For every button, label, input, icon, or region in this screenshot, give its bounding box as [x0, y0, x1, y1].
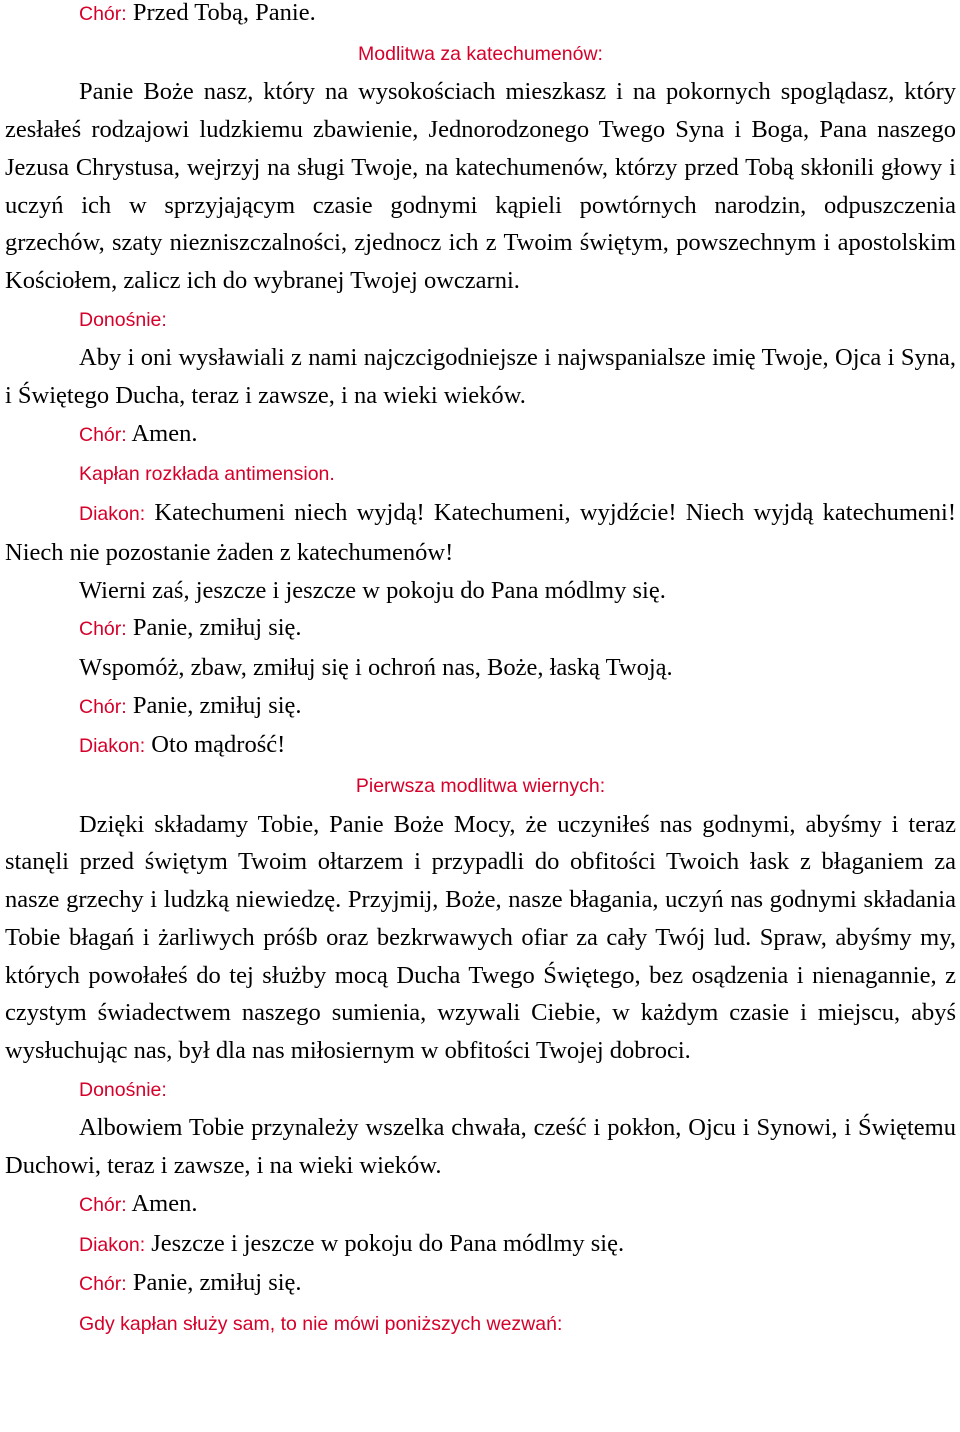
choir-response-line	[5, 0, 956, 34]
speaker-label: Donośnie:	[79, 308, 167, 331]
speaker-label: Diakon:	[79, 1233, 146, 1256]
speaker-label: Diakon:	[79, 735, 146, 758]
section-heading	[5, 766, 956, 806]
rubric-line	[5, 1304, 956, 1344]
choir-response-line	[5, 415, 956, 455]
litany-line	[5, 572, 956, 610]
response-text: Panie, zmiłuj się.	[132, 1269, 302, 1297]
doxology-paragraph: Aby i oni wysławiali z nami najczcigodniejsze i najwspanialsze imię Twoje, Ojca i Syna, i Świętego Ducha, teraz i zawsze, i na wieki wieków.	[5, 344, 956, 410]
section-heading	[5, 34, 956, 74]
rubric-text: Gdy kapłan służy sam, to nie mówi poniższych wezwań:	[79, 1312, 563, 1335]
litany-line	[5, 649, 956, 687]
deacon-text: Oto mądrość!	[151, 731, 286, 759]
rubric-line	[5, 454, 956, 494]
rubric-text: Kapłan rozkłada antimension.	[79, 463, 335, 486]
deacon-text: Katechumeni niech wyjdą! Katechumeni, wyjdźcie! Niech wyjdą katechumeni! Niech nie pozostanie żaden z katechumenów!	[5, 499, 957, 566]
litany-text: Wspomóż, zbaw, zmiłuj się i ochroń nas, Boże, łaską Twoją.	[79, 653, 673, 681]
response-text: Amen.	[131, 419, 198, 447]
response-text: Amen.	[131, 1189, 198, 1217]
prayer-paragraph: Dzięki składamy Tobie, Panie Boże Mocy, że uczyniłeś nas godnymi, abyśmy i teraz stanęli przed świętym Twoim ołtarzem i przypadli do obfitości Twoich łask z błaganiem za nasze grzechy i ludzką niewiedzę. Przyjmij, Boże, nasze błagania, uczyń nas godnymi składania Tobie błagań i żarliwych próśb oraz bezkrwawych ofiar za cały Twój lud. Spraw, abyśmy my, których powołałeś do tej służby mocą Ducha Twego Świętego, bez osądzenia i nienagannie, z czystym świadectwem naszego sumienia, wzywali Ciebie, w każdym czasie i miejscu, abyś wysłuchując nas, był dla nas miłosiernym w obfitości Twojej dobroci.	[5, 810, 956, 1064]
choir-response-line	[5, 687, 956, 727]
section-heading-text: Modlitwa za katechumenów:	[358, 42, 603, 65]
response-text: Przed Tobą, Panie.	[132, 0, 316, 26]
doxology-paragraph: Albowiem Tobie przynależy wszelka chwała, cześć i pokłon, Ojcu i Synowi, i Świętemu Duchowi, teraz i zawsze, i na wieki wieków.	[5, 1114, 956, 1180]
choir-response-line	[5, 1264, 956, 1304]
deacon-line	[5, 1225, 956, 1265]
response-text: Panie, zmiłuj się.	[132, 614, 302, 642]
response-text: Panie, zmiłuj się.	[132, 691, 302, 719]
rubric-line	[5, 300, 956, 340]
speaker-label: Chór:	[79, 1273, 127, 1296]
speaker-label: Chór:	[79, 618, 127, 641]
deacon-line	[5, 726, 956, 766]
speaker-label: Chór:	[79, 1193, 127, 1216]
speaker-label: Chór:	[79, 3, 127, 25]
speaker-label: Diakon:	[79, 503, 146, 526]
deacon-line	[5, 494, 956, 571]
deacon-text: Jeszcze i jeszcze w pokoju do Pana módlmy się.	[151, 1229, 625, 1257]
speaker-label: Donośnie:	[79, 1078, 167, 1101]
speaker-label: Chór:	[79, 423, 127, 446]
speaker-label: Chór:	[79, 695, 127, 718]
prayer-paragraph: Panie Boże nasz, który na wysokościach mieszkasz i na pokornych spoglądasz, który zesłałeś rodzajowi ludzkiemu zbawienie, Jednorodzonego Twego Syna i Boga, Pana naszego Jezusa Chrystusa, wejrzyj na sługi Twoje, na katechumenów, którzy przed Tobą skłonili głowy i uczyń ich w sprzyjającym czasie godnymi kąpieli powtórnych narodzin, odpuszczenia grzechów, szaty niezniszczalności, zjednocz ich z Twoim świętym, powszechnym i apostolskim Kościołem, zalicz ich do wybranej Twojej owczarni.	[5, 78, 956, 294]
choir-response-line	[5, 1185, 956, 1225]
section-heading-text: Pierwsza modlitwa wiernych:	[355, 775, 606, 798]
rubric-line	[5, 1070, 956, 1110]
litany-text: Wierni zaś, jeszcze i jeszcze w pokoju do Pana módlmy się.	[79, 576, 666, 604]
choir-response-line	[5, 609, 956, 649]
